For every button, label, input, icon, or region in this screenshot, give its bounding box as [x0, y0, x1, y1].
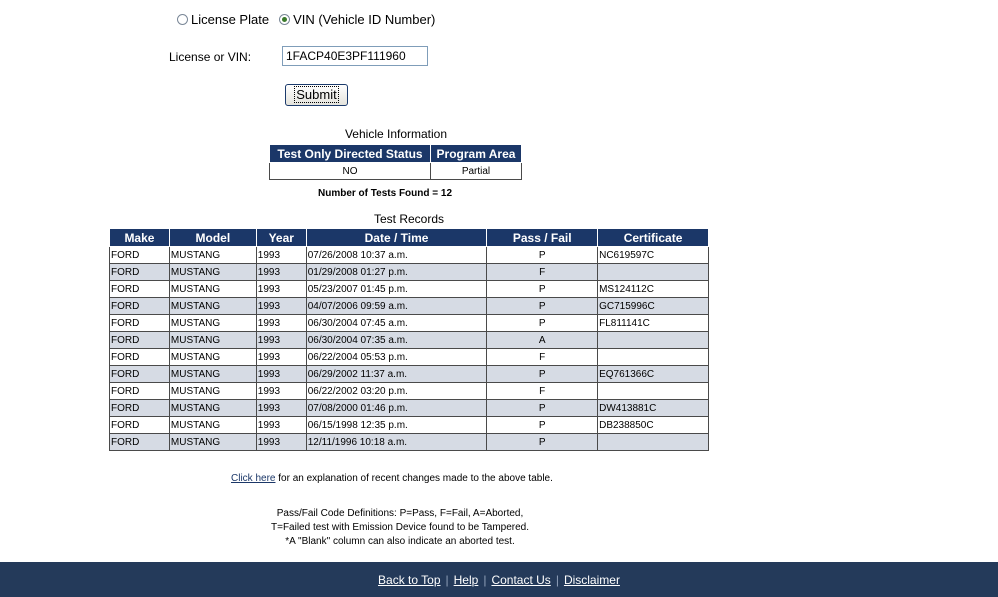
pass-fail-cell: F	[487, 383, 598, 400]
certificate-cell	[598, 332, 709, 349]
definition-line: Pass/Fail Code Definitions: P=Pass, F=Fail, A=Aborted,	[276, 508, 524, 519]
vehicle-info-caption: Vehicle Information	[344, 127, 448, 141]
year-cell: 1993	[256, 383, 306, 400]
certificate-cell: DW413881C	[598, 400, 709, 417]
click-here-link[interactable]: Click here	[231, 473, 276, 484]
table-row	[110, 417, 709, 434]
certificate-cell	[598, 434, 709, 451]
make-cell: FORD	[110, 383, 170, 400]
year-cell: 1993	[256, 264, 306, 281]
table-row	[110, 315, 709, 332]
footer-separator: |	[555, 572, 559, 587]
header-model: Model	[169, 229, 256, 247]
back-to-top-link[interactable]: Back to Top	[378, 572, 441, 587]
year-cell: 1993	[256, 349, 306, 366]
table-row	[110, 264, 709, 281]
pass-fail-cell: F	[487, 264, 598, 281]
help-link[interactable]: Help	[453, 572, 479, 587]
year-cell: 1993	[256, 315, 306, 332]
date-time-cell: 07/08/2000 01:46 p.m.	[306, 400, 487, 417]
year-cell: 1993	[256, 298, 306, 315]
certificate-cell: MS124112C	[598, 281, 709, 298]
table-row	[110, 349, 709, 366]
header-pass-fail: Pass / Fail	[487, 229, 598, 247]
table-row	[110, 281, 709, 298]
table-row	[110, 298, 709, 315]
certificate-cell: NC619597C	[598, 247, 709, 264]
vi-header-program-area: Program Area	[431, 145, 522, 163]
test-records-table	[109, 228, 709, 451]
license-plate-radio[interactable]	[177, 14, 188, 25]
make-cell: FORD	[110, 332, 170, 349]
certificate-cell: EQ761366C	[598, 366, 709, 383]
vi-program-area-value: Partial	[431, 163, 522, 180]
model-cell: MUSTANG	[169, 417, 256, 434]
make-cell: FORD	[110, 434, 170, 451]
pass-fail-cell: A	[487, 332, 598, 349]
license-plate-label[interactable]: License Plate	[191, 12, 270, 27]
license-or-vin-label: License or VIN:	[169, 50, 252, 64]
vi-header-status: Test Only Directed Status	[270, 145, 431, 163]
table-row	[110, 366, 709, 383]
submit-button[interactable]	[285, 84, 348, 106]
make-cell: FORD	[110, 298, 170, 315]
table-row	[110, 247, 709, 264]
date-time-cell: 06/22/2002 03:20 p.m.	[306, 383, 487, 400]
table-row	[110, 332, 709, 349]
table-row	[110, 434, 709, 451]
date-time-cell: 06/22/2004 05:53 p.m.	[306, 349, 487, 366]
pass-fail-cell: P	[487, 417, 598, 434]
header-certificate: Certificate	[598, 229, 709, 247]
pass-fail-definitions	[200, 507, 600, 549]
model-cell: MUSTANG	[169, 400, 256, 417]
model-cell: MUSTANG	[169, 332, 256, 349]
model-cell: MUSTANG	[169, 366, 256, 383]
explanation-line	[231, 473, 553, 484]
make-cell: FORD	[110, 315, 170, 332]
footer-separator: |	[483, 572, 487, 587]
model-cell: MUSTANG	[169, 264, 256, 281]
pass-fail-cell: P	[487, 400, 598, 417]
pass-fail-cell: P	[487, 281, 598, 298]
header-year: Year	[256, 229, 306, 247]
certificate-cell: DB238850C	[598, 417, 709, 434]
pass-fail-cell: F	[487, 349, 598, 366]
date-time-cell: 01/29/2008 01:27 p.m.	[306, 264, 487, 281]
disclaimer-link[interactable]: Disclaimer	[563, 572, 620, 587]
date-time-cell: 06/30/2004 07:45 a.m.	[306, 315, 487, 332]
header-make: Make	[110, 229, 170, 247]
definition-line: *A "Blank" column can also indicate an aborted test.	[285, 536, 515, 547]
pass-fail-cell: P	[487, 434, 598, 451]
tests-found-count: Number of Tests Found = 12	[318, 188, 452, 199]
certificate-cell: FL811141C	[598, 315, 709, 332]
model-cell: MUSTANG	[169, 349, 256, 366]
pass-fail-cell: P	[487, 247, 598, 264]
certificate-cell	[598, 383, 709, 400]
year-cell: 1993	[256, 366, 306, 383]
model-cell: MUSTANG	[169, 281, 256, 298]
make-cell: FORD	[110, 417, 170, 434]
year-cell: 1993	[256, 400, 306, 417]
make-cell: FORD	[110, 281, 170, 298]
model-cell: MUSTANG	[169, 247, 256, 264]
pass-fail-cell: P	[487, 298, 598, 315]
year-cell: 1993	[256, 434, 306, 451]
explanation-text: for an explanation of recent changes made to the above table.	[275, 473, 553, 484]
table-row	[110, 383, 709, 400]
model-cell: MUSTANG	[169, 315, 256, 332]
certificate-cell	[598, 264, 709, 281]
model-cell: MUSTANG	[169, 434, 256, 451]
model-cell: MUSTANG	[169, 298, 256, 315]
make-cell: FORD	[110, 400, 170, 417]
test-records-body	[110, 247, 709, 451]
year-cell: 1993	[256, 332, 306, 349]
date-time-cell: 12/11/1996 10:18 a.m.	[306, 434, 487, 451]
make-cell: FORD	[110, 247, 170, 264]
make-cell: FORD	[110, 264, 170, 281]
vi-status-value: NO	[270, 163, 431, 180]
header-date-time: Date / Time	[306, 229, 487, 247]
contact-us-link[interactable]: Contact Us	[491, 572, 551, 587]
pass-fail-cell: P	[487, 315, 598, 332]
year-cell: 1993	[256, 417, 306, 434]
vin-label[interactable]: VIN (Vehicle ID Number)	[293, 12, 436, 27]
model-cell: MUSTANG	[169, 383, 256, 400]
make-cell: FORD	[110, 349, 170, 366]
vin-radio[interactable]	[279, 14, 290, 25]
year-cell: 1993	[256, 247, 306, 264]
year-cell: 1993	[256, 281, 306, 298]
date-time-cell: 04/07/2006 09:59 a.m.	[306, 298, 487, 315]
test-records-header-row	[110, 229, 709, 247]
footer-separator: |	[445, 572, 449, 587]
submit-button-label: Submit	[296, 87, 337, 102]
test-records-caption: Test Records	[373, 212, 445, 226]
definition-line: T=Failed test with Emission Device found to be Tampered.	[271, 522, 529, 533]
certificate-cell	[598, 349, 709, 366]
pass-fail-cell: P	[487, 366, 598, 383]
date-time-cell: 06/15/1998 12:35 p.m.	[306, 417, 487, 434]
date-time-cell: 06/30/2004 07:35 a.m.	[306, 332, 487, 349]
date-time-cell: 07/26/2008 10:37 a.m.	[306, 247, 487, 264]
table-row	[110, 400, 709, 417]
search-type-options	[177, 12, 445, 27]
footer-bar	[0, 562, 998, 597]
make-cell: FORD	[110, 366, 170, 383]
certificate-cell: GC715996C	[598, 298, 709, 315]
vehicle-info-table	[269, 144, 522, 180]
date-time-cell: 05/23/2007 01:45 p.m.	[306, 281, 487, 298]
license-or-vin-input[interactable]	[282, 46, 428, 66]
date-time-cell: 06/29/2002 11:37 a.m.	[306, 366, 487, 383]
